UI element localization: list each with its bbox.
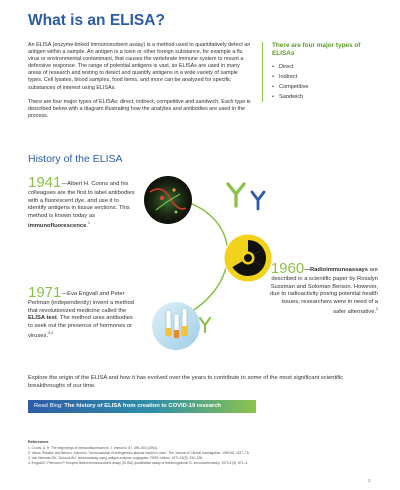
elisa-types-list [272,62,374,102]
year-1941: 1941 [28,174,62,191]
microscopy-image [144,176,192,224]
blog-title: The history of ELISA from creation to COVID-19 research [64,403,221,409]
year-1960: 1960 [270,260,305,277]
reference-item: 2. Yalow, Rosalyn and Berson, Solomon. "Immunoassay of endogenous plasma insulin in man." The Journal of Clinical Investigation. 1960;39: 1157–75. [28,450,250,455]
read-blog-link[interactable] [28,400,256,413]
reference-item: 1. Coons, A. H. The beginnings of immunofluorescence. J. Immunol. 87, 499–503 (1961). [28,445,159,450]
timeline-event-1960 [268,262,378,317]
event-1971-ref: 3,4 [47,331,53,336]
reference-item: 4. Engvall E, Perlmann P. Enzyme-linked immunosorbent assay (ELISA) quantitative assay of immunoglobulin G. Immunochemistry. 1971;8 (9): 871–4. [28,460,249,465]
elisa-types-sidebar [262,42,374,102]
event-1971-bold: ELISA test [28,315,57,322]
year-1971: 1971 [28,284,62,301]
event-1960-bold: —Radioimmunoassays [304,267,368,273]
event-1960-text: are described in a scientific paper by Rosalyn Sussman and Soloman Berson. However, due to radioactivity posing potential health issues, researchers were in need of a safer alternative. [270,267,378,316]
explore-paragraph: Explore the origin of the ELISA and how it has evolved over the years to contribute to some of the most significant scientific breakthroughs of our time. [28,375,344,389]
antibody-icon-small [200,318,210,332]
references-title: References [28,440,49,444]
event-1960-ref: 2 [376,307,378,312]
elisa-type-sandwich: • Sandwich [272,92,374,102]
elisa-type-direct: • Direct [272,62,374,72]
event-1941-bold: immunofluorescence [28,223,87,230]
references-section [28,440,373,466]
history-heading: History of the ELISA [28,153,123,165]
intro-paragraph-2: There are four major types of ELISAs: direct, indirect, competitive and sandwich. Each type is described below with a diagram illustrating how the analytes and antibodies are used in the process. [28,98,251,119]
elisa-type-competitive: • Competitive [272,82,374,92]
event-1941-text: —Albert H. Coons and his colleagues are the first to label antibodies with a fluorescent dye, and use it to identify antigens in tissue sections. This method is known today as [28,181,135,219]
lab-image [152,302,200,350]
antibody-icon [228,184,244,206]
event-1941-end: . [86,223,88,230]
blog-prefix: Read Blog: [34,403,65,409]
event-1971-end: . The method uses antibodies to seek out the presence of hormones or viruses. [28,315,133,340]
event-1971-text: —Eva Engvall and Peter Perlman (independently) invent a method that revolutionized medicine called the [28,291,135,314]
elisa-type-indirect: • Indirect [272,72,374,82]
page-number: 3 [368,478,371,483]
event-1941-ref: 1 [87,221,90,226]
radiation-icon [224,234,272,282]
sidebar-title: There are four major types of ELISAs [272,42,361,57]
page-title: What is an ELISA? [28,12,165,29]
timeline-event-1941 [28,176,138,231]
reference-item: 3. Van Weemen BK, Schuurs AH. Immunoassay using antigen-enzyme conjugates. FEBS Letters. 1971;15(3): 232–236. [28,455,204,460]
antibody-icon-blue [252,192,264,209]
timeline-event-1971 [28,286,138,341]
intro-section [28,42,252,120]
intro-paragraph-1: An ELISA (enzyme-linked immunosorbent assay) is a method used to quantitatively detect an antigen within a sample. An antigen is a toxin or other foreign substance, for example a flu virus or environmental contaminant, that causes the vertebrate immune system to mount a defensive response. The range of potential antigens is vast, so ELISAs are used in many areas of research and testing to detect and quantify antigens in a wide variety of sample types. Cell lysates, blood samples, food items, and more can be analyzed for specific substances of interest using ELISAs. [28,42,251,91]
